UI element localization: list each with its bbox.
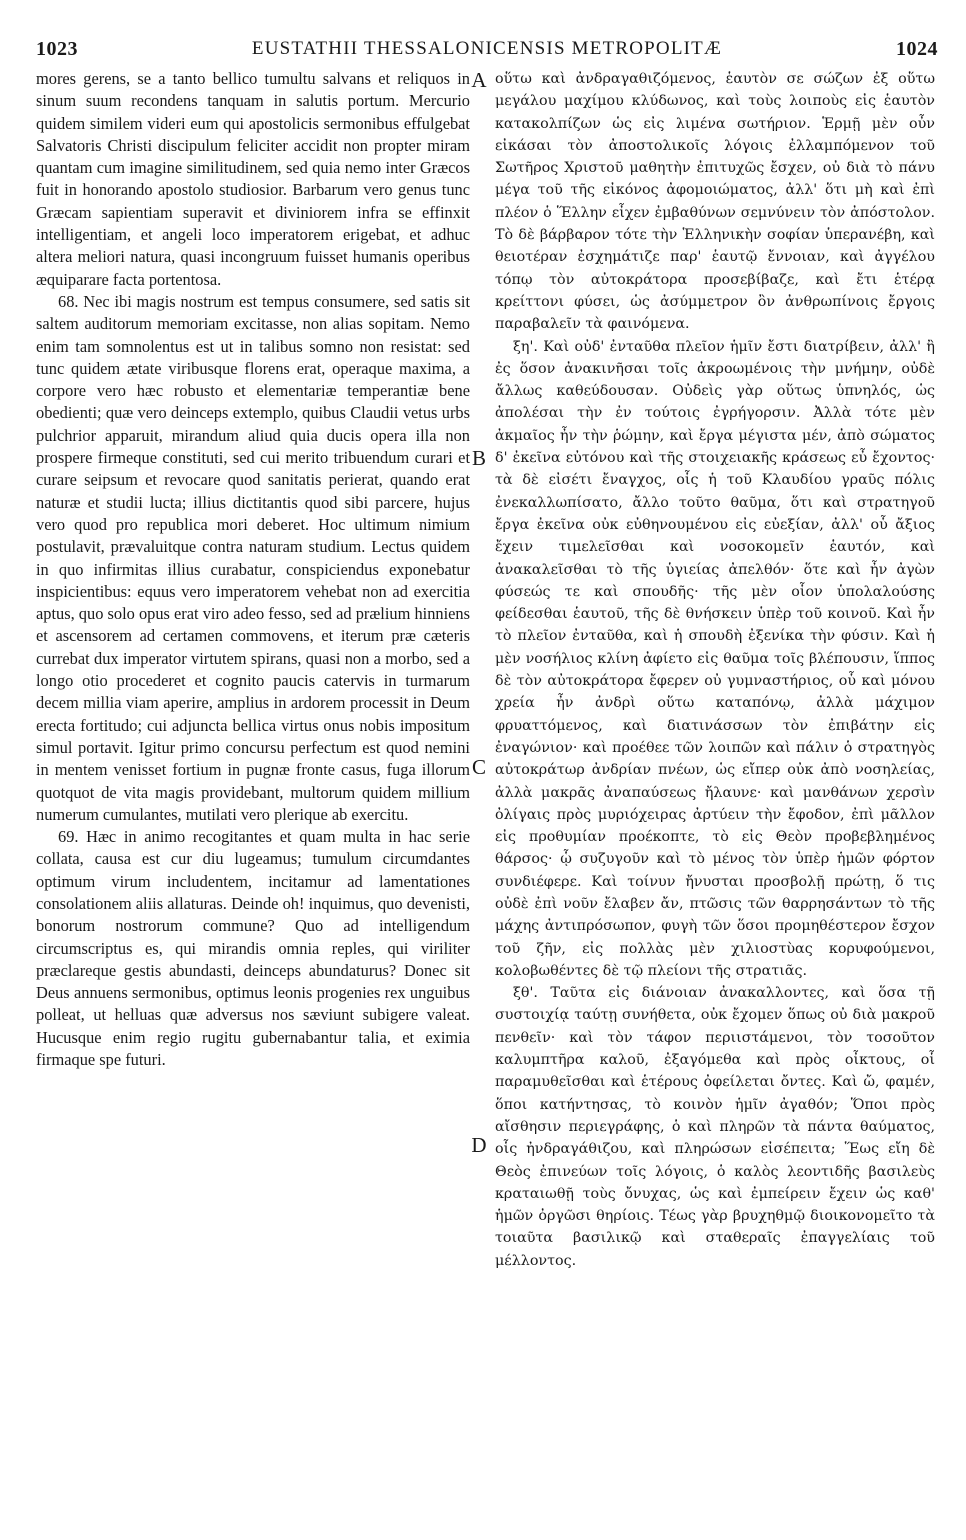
running-title: EUSTATHII THESSALONICENSIS METROPOLITÆ	[251, 38, 723, 59]
section-marker-a: A	[471, 68, 487, 92]
latin-column	[36, 68, 470, 1071]
section-marker-b: B	[471, 446, 486, 470]
page-number-left: 1023	[36, 38, 78, 60]
running-header	[36, 38, 938, 66]
greek-paragraph: οὕτω καὶ ἀνδραγαθιζόμενος, ἑαυτὸν σε σώζων ἐξ οὕτω μεγάλου μαχίμου κλύδωνος, καὶ τοὺς λοιποὺς εἰς ἑαυτὸν κατακολπίζων ὡς εἰς λιμένα σωτήριον. Ἑρμῇ μὲν οὖν εἰκάσαι τὸν ἀποστολικοῖς λόγοις ἐλλαμπόμενον τοῦ Σωτῆρος Χριστοῦ μαθητὴν ἐπιτυχῶς ἔσχεν, οὐ διὰ τὸ πάνυ μέγα τοῦ τῆς εἰκόνος ἀφομοιώματος, ἀλλ' ὅτι μὴ καὶ ἐπὶ πλέον ὁ Ἕλλην εἶχεν ἐμβαθύνων σεμνύνειν τὸν ἀπόστολον. Τὸ δὲ βάρβαρον τότε τὴν Ἑλληνικὴν σοφίαν ὑπερανέβη, καὶ θειοτέραν ἐσχημάτιζε παρ' ἑαυτῷ ἔννοιαν, καὶ ἀγγέλου τόπῳ τὸν αὐτοκράτορα προσεβίβαζε, καὶ ἔτι ἑτέρᾳ κρείττονι φύσει, ὡς ἀσύμμετρον ὂν ἀνθρωπίνοις ἔργοις παραβαλεῖν τὰ φαινόμενα.	[495, 71, 935, 333]
greek-paragraph: ξθ'. Ταῦτα εἰς διάνοιαν ἀνακαλλοντες, καὶ ὅσα τῇ συστοιχίᾳ ταύτῃ συνήθετα, οὐκ ἔχομεν ὅπως οὐ διὰ μακροῦ πενθεῖν· καὶ τὸν τάφον περιιστάμενοι, τὸν τοσοῦτον καλυμπτῆρα καλοῦ, ἐξαγόμεθα καὶ πρὸς οἶκτους, οἷ παραμυθεῖσθαι καὶ ἑτέρους ὀφείλεται ὄντες. Καὶ ὤ, φαμέν, ὅποι κατήντησας, τὸ κοινὸν ἡμῖν ἀγαθόν; Ὅποι πρὸς αἴσθησιν περιεγράφης, ὁ καὶ πληρῶν τὰ πάντα θαύματος, οἷς ἠνδραγάθιζου, καὶ πληρώσων εἰσέπειτα; Ἕως εἴη δὲ Θεὸς ἐπινεύων τοῖς λόγοις, ὁ καλὸς λεοντιδῆς βασιλεὺς κραταιωθῇ τοὺς ὄνυχας, ὡς καὶ ἐμπείρειν ἔχειν ὡς καθ' ἡμῶν ὀργῶσι θηρίοις. Τέως γὰρ βρυχηθμῷ διοικονομεῖτο τὰ τοιαῦτα βασιλικῷ καὶ σταθεραῖς ἐπαγγελίαις τοῦ μέλλοντος.	[495, 985, 935, 1269]
latin-paragraph: mores gerens, se a tanto bellico tumultu salvans et reliquos in sinum suum recondens tanquam in salutis portum. Mercurio quidem similem videri eum qui apostolicis sermonibus effulgebat Salvatoris Christi discipulum feliciter accidit non propter miram quantam cum imagine similitudinem, sed quia nemo inter Græcos fuit in honorando apostolo studiosior. Barbarum vero genus tunc Græcam sapientiam superavit et diviniorem infra se effinxit intelligentiam, et angeli loco imperatorem erigebat, et adhuc altera meliori natura, quasi incongruum fuisset humanis operibus æquiparare facta portentosa.	[36, 69, 470, 289]
latin-paragraph: 69. Hæc in animo recogitantes et quam multa in hac serie collata, causa est cur diu lugeamus; tumulum circumdantes optimum virum includentem, incitamur ad lamentationes consolationem aliis allaturas. Deinde oh! inquimus, quo devenisti, bonorum nostrorum commune? Quo ad intelligendum circumscriptus es, qui mirandis omnia reples, qui viriliter præclareque gestis abundasti, deinceps abundaturus? Donec sit Deus annuens sermonibus, optimus leonis progenies rex unguibus polleat, ut helluas quæ adversus nos sæviunt subigere valeat. Hucusque enim regio rugitu gubernabantur talia, et eximia firmaque spe futuri.	[36, 827, 470, 1070]
section-marker-d: D	[471, 1133, 487, 1157]
greek-paragraph: ξη'. Καὶ οὐδ' ἐνταῦθα πλεῖον ἡμῖν ἔστι διατρίβειν, ἀλλ' ἢ ἐς ὅσον ἀνακινῆσαι τοῖς ἀκροωμένοις τὴν μνήμην, οὐδὲ ἄλλως καθεύδουσαν. Οὐδεὶς γὰρ οὕτως ὑπνηλός, ὡς ἀπολέσαι τὴν ἐν τούτοις ἐγρήγορσιν. Ἀλλὰ τότε μὲν ἀκμαῖος ἦν τὴν ῥώμην, καὶ ἔργα μέγιστα μέν, ἀπὸ σώματος δ' ἐκεῖνα εὐτόνου καὶ τῆς στοιχειακῆς κράσεως εὖ ἔχοντος· τὰ δὲ εἰσέτι ἔναγχος, οἷς ἡ τοῦ Κλαυδίου γραῦς πόλις ἐνεκαλλωπίσατο, ἄλλο τοῦτο θαῦμα, ὅτι καὶ στρατηγοῦ ἔργα ἐκεῖνα οὐκ εὐθηνουμένου εἰς εὐεξίαν, ἀλλ' οὗ ἄξιος ἔχειν τιμελεῖσθαι καὶ νοσοκομεῖν ἑαυτόν, καὶ ἀνακαλεῖσθαι τὸ τῆς ὑγιείας ἀπελθόν· ὅτε καὶ ἦν ἀγὼν φύσεώς τε καὶ σπουδῆς· τῆς μὲν οἷον ὑπολαλούσης φείδεσθαι ἑαυτοῦ, τῆς δὲ θνήσκειν ὑπὲρ τοῦ κοινοῦ. Καὶ ἦν τὸ πλεῖον ἐνταῦθα, καὶ ἡ σπουδὴ ἐξενίκα τὴν φύσιν. Καὶ ἡ μὲν νοσήλιος κλίνη ἀφίετο εἰς θαῦμα τοῖς βλέπουσιν, ἵππος δὲ τὸν αὐτοκράτορα ἔφερεν οὐ γυμναστήριος, οὗ καὶ μόνου χρεία ἦν ἀνδρὶ οὕτω καταπόνῳ, ἀλλὰ μάχιμον φρυαττόμενος, καὶ διατινάσσων τὸν ἐπιβάτην εἰς ἐναγώνιον· καὶ προέθεε τῶν λοιπῶν καὶ πάλιν ὁ στρατηγὸς αὐτοκράτωρ ἀνδρίαν πνέων, ὡς εἴπερ οὐκ ἀπὸ νοσηλείας, ἀλλὰ μακρᾶς ἀναπαύσεως ἤλαυνε· καὶ μανθάνων χερσὶν ὀλίγαις πρὸς μυριόχειρας ἀρτύειν τὴν ἔφοδον, ἐπὶ μᾶλλον εἰς προθυμίαν προέκοπτε, τὸ εἰς Θεὸν προβεβλημένος θάρσος· ᾧ συζυγοῦν καὶ τὸ μένος τὸν ὑπὲρ ἡμῶν φόρτον συνδιέφερε. Καὶ τοίνυν ἤνυσται προσβολῇ πρώτῃ, ὅ τις οὐδὲ ἐπὶ νοῦν ἔλαβεν ἄν, πτῶσις τῶν θαρρησάντων τὸ τῆς μάχης ἀντιπρόσωπον, φυγὴ τῶν ὅσοι προμηθέστερον ἔσχον τοῦ ζῆν, εἰς πολλὰς μὲν χιλιοστὺας κορυφούμενοι, κολοβωθέντες δὲ τῷ πλείονι τῆς στρατιᾶς.	[495, 338, 935, 979]
page-number-right: 1024	[896, 38, 938, 60]
greek-column	[495, 68, 935, 1272]
section-marker-c: C	[471, 755, 486, 779]
latin-paragraph: 68. Nec ibi magis nostrum est tempus consumere, sed satis sit saltem auditorum memoriam excitasse, non alias sopitam. Nemo enim tam somnolentus est ut in talibus somno non resistat: sed tunc quidem ætate viribusque florens erat, operaque maxima, a corpore vero hæc robusto et elementariæ temperantiæ bene obedienti; quæ vero deinceps extemplo, quibus Claudii vetus urbs pulchrior apparuit, mirandum aliud quia ducis opera illa non prospere firmeque constituti, sed cui merito tribuendum curari et curare seipsum et revocare quod sanitatis perierat, quando erat naturæ et studii lucta; illius dictitantis quod sibi parcere, hujus vero quod pro republica mori deberet. Hoc ultimum nimium postulavit, prævaluitque contra naturam studium. Lectus quidem in quo infirmitas illius curabatur, conspiciendus exponebatur inspicientibus: equus vero imperatorem vehebat non ad exercitia aptus, quo solo opus erat viro adeo fesso, sed ad prælium hinniens et ascensorem ad certamen commovens, et iterum præ cæteris currebat dux imperator virtutem spirans, quasi non a morbo, sed a longo otio procederet et cognito paucis catervis in turmarum decem millia viam aperire, amplius in ardorem processit in Deum erecta fortitudo; cui adjuncta bellica virtus onus nobis impositum simul portavit. Igitur primo concursu perfectum est quod nemini in mentem venisset fortium in pugnæ fronte casus, fuga illorum quotquot de vita magis providebant, multorum quidem millium numerum cumulantes, mutilati vero plerique ab exercitu.	[36, 291, 470, 824]
